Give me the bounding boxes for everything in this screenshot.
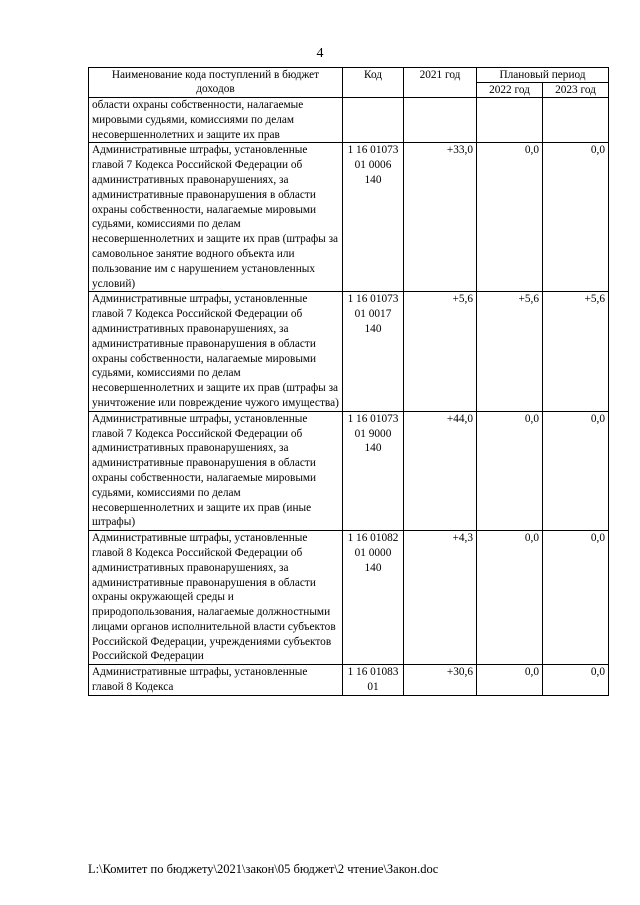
row-2021: +4,3: [404, 531, 477, 665]
table-header-row: [89, 68, 609, 83]
row-2022: 0,0: [477, 143, 543, 292]
row-2022: 0,0: [477, 411, 543, 530]
row-2023: 0,0: [543, 143, 609, 292]
header-planned-period: Плановый период: [477, 68, 609, 83]
row-2022: 0,0: [477, 531, 543, 665]
row-2021: +30,6: [404, 665, 477, 696]
row-2021: +33,0: [404, 143, 477, 292]
row-2023: +5,6: [543, 292, 609, 411]
row-2021: +5,6: [404, 292, 477, 411]
row-code: 1 16 01073 01 9000 140: [343, 411, 404, 530]
table-row: [89, 665, 609, 696]
row-name: Административные штрафы, установленные главой 7 Кодекса Российской Федерации об административных правонарушениях, за административные правонарушения в области охраны собственности, налагаемые мировыми судьями, комиссиями по делам несовершеннолетних и защите их прав (иные штрафы): [89, 411, 343, 530]
row-2023: [543, 98, 609, 143]
row-code: 1 16 01082 01 0000 140: [343, 531, 404, 665]
page-number: 4: [316, 46, 324, 61]
row-code: 1 16 01073 01 0017 140: [343, 292, 404, 411]
header-code: Код: [343, 68, 404, 98]
row-name: Административные штрафы, установленные главой 7 Кодекса Российской Федерации об административных правонарушениях, за административные правонарушения в области охраны собственности, налагаемые мировыми судьями, комиссиями по делам несовершеннолетних и защите их прав (штрафы за самовольное занятие водного объекта или пользование им с нарушением установленных условий): [89, 143, 343, 292]
row-code: [343, 98, 404, 143]
row-name: области охраны собственности, налагаемые мировыми судьями, комиссиями по делам несовершеннолетних и защите их прав: [89, 98, 343, 143]
row-name: Административные штрафы, установленные главой 8 Кодекса Российской Федерации об административных правонарушениях, за административные правонарушения в области охраны окружающей среды и природопользования, налагаемые должностными лицами органов исполнительной власти субъектов Российской Федерации, учреждениями субъектов Российской Федерации: [89, 531, 343, 665]
revenue-table: [88, 67, 609, 696]
table-row: [89, 531, 609, 665]
table-row: [89, 98, 609, 143]
table-row: [89, 292, 609, 411]
row-name: Административные штрафы, установленные главой 8 Кодекса: [89, 665, 343, 696]
header-2021: 2021 год: [404, 68, 477, 98]
row-2022: +5,6: [477, 292, 543, 411]
row-2023: 0,0: [543, 665, 609, 696]
row-2022: 0,0: [477, 665, 543, 696]
table-row: [89, 411, 609, 530]
row-2023: 0,0: [543, 531, 609, 665]
row-code: 1 16 01073 01 0006 140: [343, 143, 404, 292]
row-name: Административные штрафы, установленные главой 7 Кодекса Российской Федерации об административных правонарушениях, за административные правонарушения в области охраны собственности, налагаемые мировыми судьями, комиссиями по делам несовершеннолетних и защите их прав (штрафы за уничтожение или повреждение чужого имущества): [89, 292, 343, 411]
row-code: 1 16 01083 01: [343, 665, 404, 696]
row-2022: [477, 98, 543, 143]
row-2021: +44,0: [404, 411, 477, 530]
row-2023: 0,0: [543, 411, 609, 530]
row-2021: [404, 98, 477, 143]
footer-file-path: L:\Комитет по бюджету\2021\закон\05 бюджет\2 чтение\Закон.doc: [88, 862, 439, 876]
header-2022: 2022 год: [477, 83, 543, 98]
header-name: Наименование кода поступлений в бюджет доходов: [89, 68, 343, 98]
table-row: [89, 143, 609, 292]
header-2023: 2023 год: [543, 83, 609, 98]
